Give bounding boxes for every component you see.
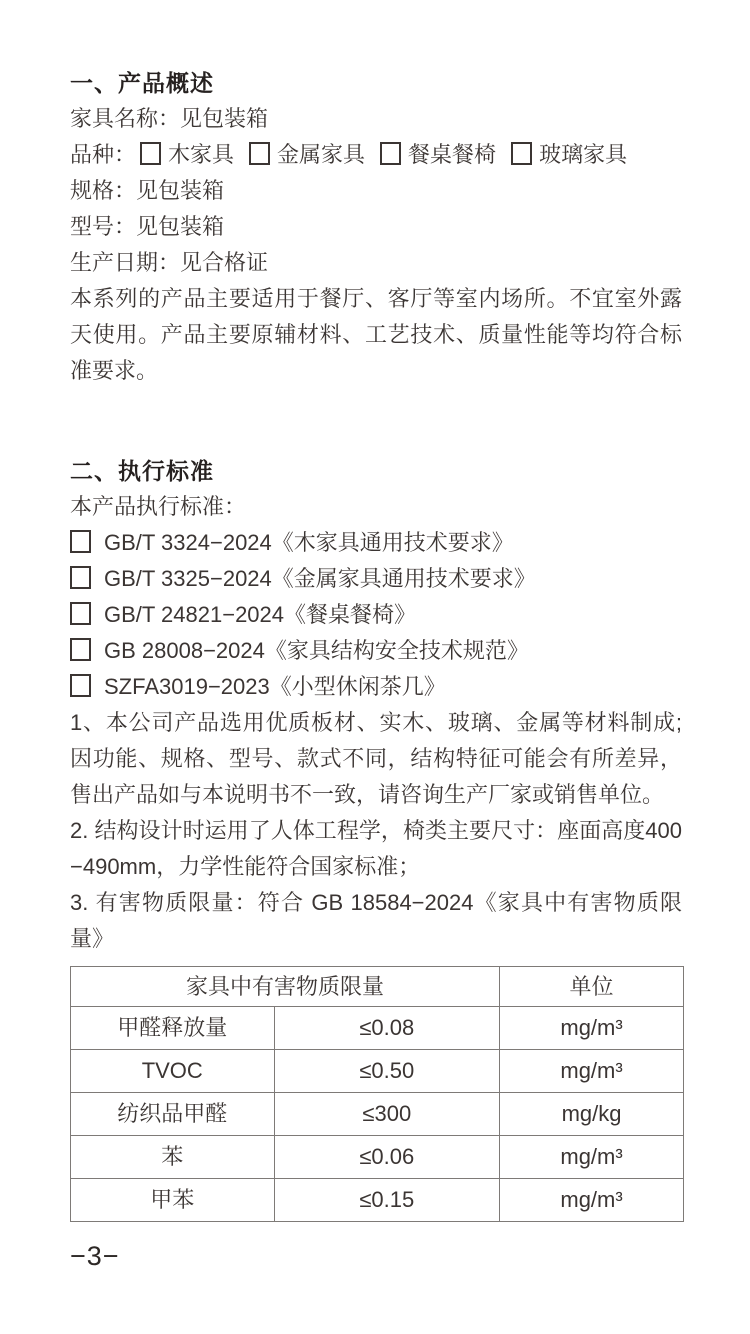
field-label: 品种：	[70, 142, 137, 167]
category-option-label: 玻璃家具	[539, 142, 628, 167]
standard-item-label: GB 28008−2024《家具结构安全技术规范》	[104, 638, 529, 663]
standards-note-1: 1、本公司产品选用优质板材、实木、玻璃、金属等材料制成;因功能、规格、型号、款式不同，结构特征可能会有所差异，售出产品如与本说明书不一致，请咨询生产厂家或销售单位。	[70, 710, 682, 807]
section-overview	[70, 65, 682, 389]
table-row	[71, 1179, 684, 1222]
category-option-label: 金属家具	[277, 142, 366, 167]
category-option-dining	[380, 142, 496, 167]
field-label: 生产日期：	[70, 250, 181, 275]
standard-item-gbt24821	[70, 597, 682, 633]
section-standards	[70, 453, 682, 957]
checkbox-metal-furniture[interactable]	[249, 142, 270, 165]
field-value: 见包装箱	[136, 178, 225, 203]
table-row	[71, 1136, 684, 1179]
substance-limit: ≤0.15	[274, 1179, 500, 1222]
category-option-glass	[511, 142, 627, 167]
field-spec	[70, 173, 682, 209]
substance-limit: ≤0.08	[274, 1007, 500, 1050]
substance-limit: ≤0.06	[274, 1136, 500, 1179]
substance-name: 苯	[71, 1136, 275, 1179]
checkbox-glass-furniture[interactable]	[511, 142, 532, 165]
substance-unit: mg/kg	[500, 1093, 684, 1136]
category-option-metal	[249, 142, 365, 167]
substance-unit: mg/m³	[500, 1007, 684, 1050]
standard-item-szfa3019	[70, 669, 682, 705]
substance-limit: ≤0.50	[274, 1050, 500, 1093]
field-furniture-name	[70, 101, 682, 137]
overview-paragraph: 本系列的产品主要适用于餐厅、客厅等室内场所。不宜室外露天使用。产品主要原辅材料、工艺技术、质量性能等均符合标准要求。	[70, 286, 682, 383]
field-label: 家具名称：	[70, 106, 181, 131]
category-option-wood	[140, 142, 234, 167]
field-label: 规格：	[70, 178, 137, 203]
substance-unit: mg/m³	[500, 1050, 684, 1093]
table-row	[71, 1093, 684, 1136]
hazard-limits-table	[70, 966, 684, 1222]
checkbox-dining-table-chair[interactable]	[380, 142, 401, 165]
substance-limit: ≤300	[274, 1093, 500, 1136]
table-row	[71, 1050, 684, 1093]
checkbox-standard-gb28008[interactable]	[70, 638, 91, 661]
table-header-unit: 单位	[500, 967, 684, 1007]
substance-name: 甲苯	[71, 1179, 275, 1222]
field-production-date	[70, 245, 682, 281]
category-option-label: 餐桌餐椅	[408, 142, 497, 167]
table-header-row	[71, 967, 684, 1007]
standard-item-label: GB/T 3324−2024《木家具通用技术要求》	[104, 530, 514, 555]
standards-heading: 二、执行标准	[70, 458, 214, 484]
field-label: 型号：	[70, 214, 137, 239]
field-value: 见合格证	[180, 250, 269, 275]
checkbox-standard-gbt24821[interactable]	[70, 602, 91, 625]
page-number: −3−	[70, 1241, 120, 1271]
substance-unit: mg/m³	[500, 1179, 684, 1222]
substance-name: TVOC	[71, 1050, 275, 1093]
standard-item-gb28008	[70, 633, 682, 669]
category-option-label: 木家具	[168, 142, 235, 167]
standard-item-label: SZFA3019−2023《小型休闲茶几》	[104, 674, 446, 699]
field-value: 见包装箱	[180, 106, 269, 131]
substance-name: 纺织品甲醛	[71, 1093, 275, 1136]
substance-name: 甲醛释放量	[71, 1007, 275, 1050]
standards-note-3: 3. 有害物质限量：符合 GB 18584−2024《家具中有害物质限量》	[70, 890, 682, 951]
checkbox-standard-szfa3019[interactable]	[70, 674, 91, 697]
field-value: 见包装箱	[136, 214, 225, 239]
standards-intro: 本产品执行标准：	[70, 494, 247, 519]
standard-item-label: GB/T 3325−2024《金属家具通用技术要求》	[104, 566, 536, 591]
table-header-title: 家具中有害物质限量	[71, 967, 500, 1007]
field-model	[70, 209, 682, 245]
substance-unit: mg/m³	[500, 1136, 684, 1179]
standard-item-gbt3324	[70, 525, 682, 561]
overview-heading: 一、产品概述	[70, 70, 214, 96]
field-category	[70, 137, 682, 173]
standard-item-label: GB/T 24821−2024《餐桌餐椅》	[104, 602, 417, 627]
table-row	[71, 1007, 684, 1050]
standards-note-2: 2. 结构设计时运用了人体工程学，椅类主要尺寸：座面高度400−490mm，力学性能符合国家标准；	[70, 818, 682, 879]
checkbox-wood-furniture[interactable]	[140, 142, 161, 165]
standard-item-gbt3325	[70, 561, 682, 597]
checkbox-standard-gbt3325[interactable]	[70, 566, 91, 589]
checkbox-standard-gbt3324[interactable]	[70, 530, 91, 553]
